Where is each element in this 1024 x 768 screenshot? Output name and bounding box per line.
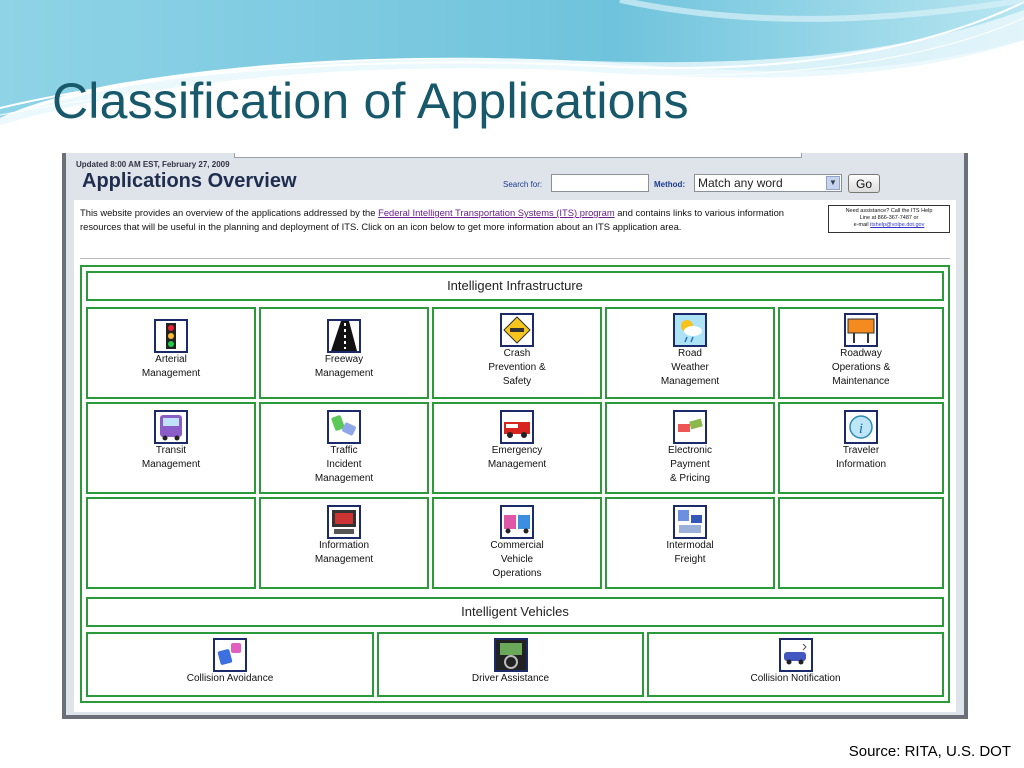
its-program-link[interactable]: Federal Intelligent Transportation Systems (ITS) program [378,207,615,218]
app-label: Roadway Operations & Maintenance [831,348,891,387]
method-label: Method: [654,180,686,189]
app-label: Commercial Vehicle Operations [490,540,544,579]
intro-text-start: This website provides an overview of the applications addressed by the [80,207,379,218]
app-label: Electronic Payment & Pricing [668,445,712,484]
app-freeway-management[interactable] [259,307,429,399]
empty-cell [778,497,944,589]
help-line [829,222,949,229]
app-intermodal-freight[interactable] [605,497,775,589]
app-label: Emergency Management [487,445,547,470]
app-collision-avoidance[interactable] [86,632,374,697]
app-roadway-operations-maintenance[interactable] [778,307,944,399]
collision-avoidance-icon [213,638,247,672]
go-button[interactable]: Go [848,174,880,193]
empty-cell [86,497,256,589]
applications-grid [80,265,950,703]
crashed-car-icon [779,638,813,672]
app-road-weather-management[interactable] [605,307,775,399]
car-crash-icon [327,410,361,444]
content-area [74,200,956,712]
svg-text:i: i [858,421,864,437]
help-line: Line at 866-367-7487 or [859,215,919,221]
slide-title: Classification of Applications [52,73,689,129]
app-label: Intermodal Freight [666,540,714,565]
app-commercial-vehicle-operations[interactable] [432,497,602,589]
app-electronic-payment-pricing[interactable] [605,402,775,494]
app-label: Arterial Management [141,354,201,379]
section-header-vehicles: Intelligent Vehicles [86,597,944,627]
fire-truck-icon [500,410,534,444]
road-work-sign-icon [844,313,878,347]
app-label: Transit Management [141,445,201,470]
search-input[interactable] [551,174,649,192]
info-icon [844,410,878,444]
app-label: Freeway Management [314,354,374,379]
app-label: Traffic Incident Management [314,445,374,484]
app-driver-assistance[interactable] [377,632,644,697]
search-label: Search for: [503,180,543,189]
freight-icon [673,505,707,539]
method-select-value: Match any word [698,176,783,190]
app-label: Traveler Information [835,445,887,470]
section-header-infrastructure: Intelligent Infrastructure [86,271,944,301]
trucks-icon [500,505,534,539]
intro-text-end: and contains links to various information resources that will be useful in the planning and deployment of ITS. Click on an icon below to get more information about an ITS application area. [80,207,785,232]
app-label: Information Management [314,540,374,565]
top-nav-strip [234,153,802,158]
app-label: Collision Notification [750,673,841,684]
help-line: Need assistance? Call the ITS Help [845,208,933,214]
app-label: Crash Prevention & Safety [488,348,546,387]
app-emergency-management[interactable] [432,402,602,494]
chevron-down-icon[interactable]: ▼ [826,176,840,190]
app-label: Driver Assistance [471,673,550,684]
app-collision-notification[interactable] [647,632,944,697]
method-select[interactable] [694,174,842,192]
intro-text [80,206,816,234]
source-caption: Source: RITA, U.S. DOT [848,743,1011,760]
app-traffic-incident-management[interactable] [259,402,429,494]
app-crash-prevention-safety[interactable] [432,307,602,399]
bus-icon [154,410,188,444]
help-email-link[interactable]: itshelp@volpe.dot.gov [870,222,925,228]
help-email-prefix: e-mail [853,222,871,228]
help-box [828,205,950,233]
updated-timestamp: Updated 8:00 AM EST, February 27, 2009 [76,160,230,169]
page-heading: Applications Overview [82,170,297,192]
app-label: Collision Avoidance [186,673,274,684]
payment-icon [673,410,707,444]
divider [80,258,950,259]
warning-sign-icon [500,313,534,347]
app-transit-management[interactable] [86,402,256,494]
dashboard-icon [494,638,528,672]
app-label: Road Weather Management [660,348,720,387]
traffic-light-icon [154,319,188,353]
freeway-icon [327,319,361,353]
weather-icon [673,313,707,347]
app-arterial-management[interactable] [86,307,256,399]
app-traveler-information[interactable] [778,402,944,494]
app-information-management[interactable] [259,497,429,589]
website-screenshot [62,153,968,719]
computer-icon [327,505,361,539]
